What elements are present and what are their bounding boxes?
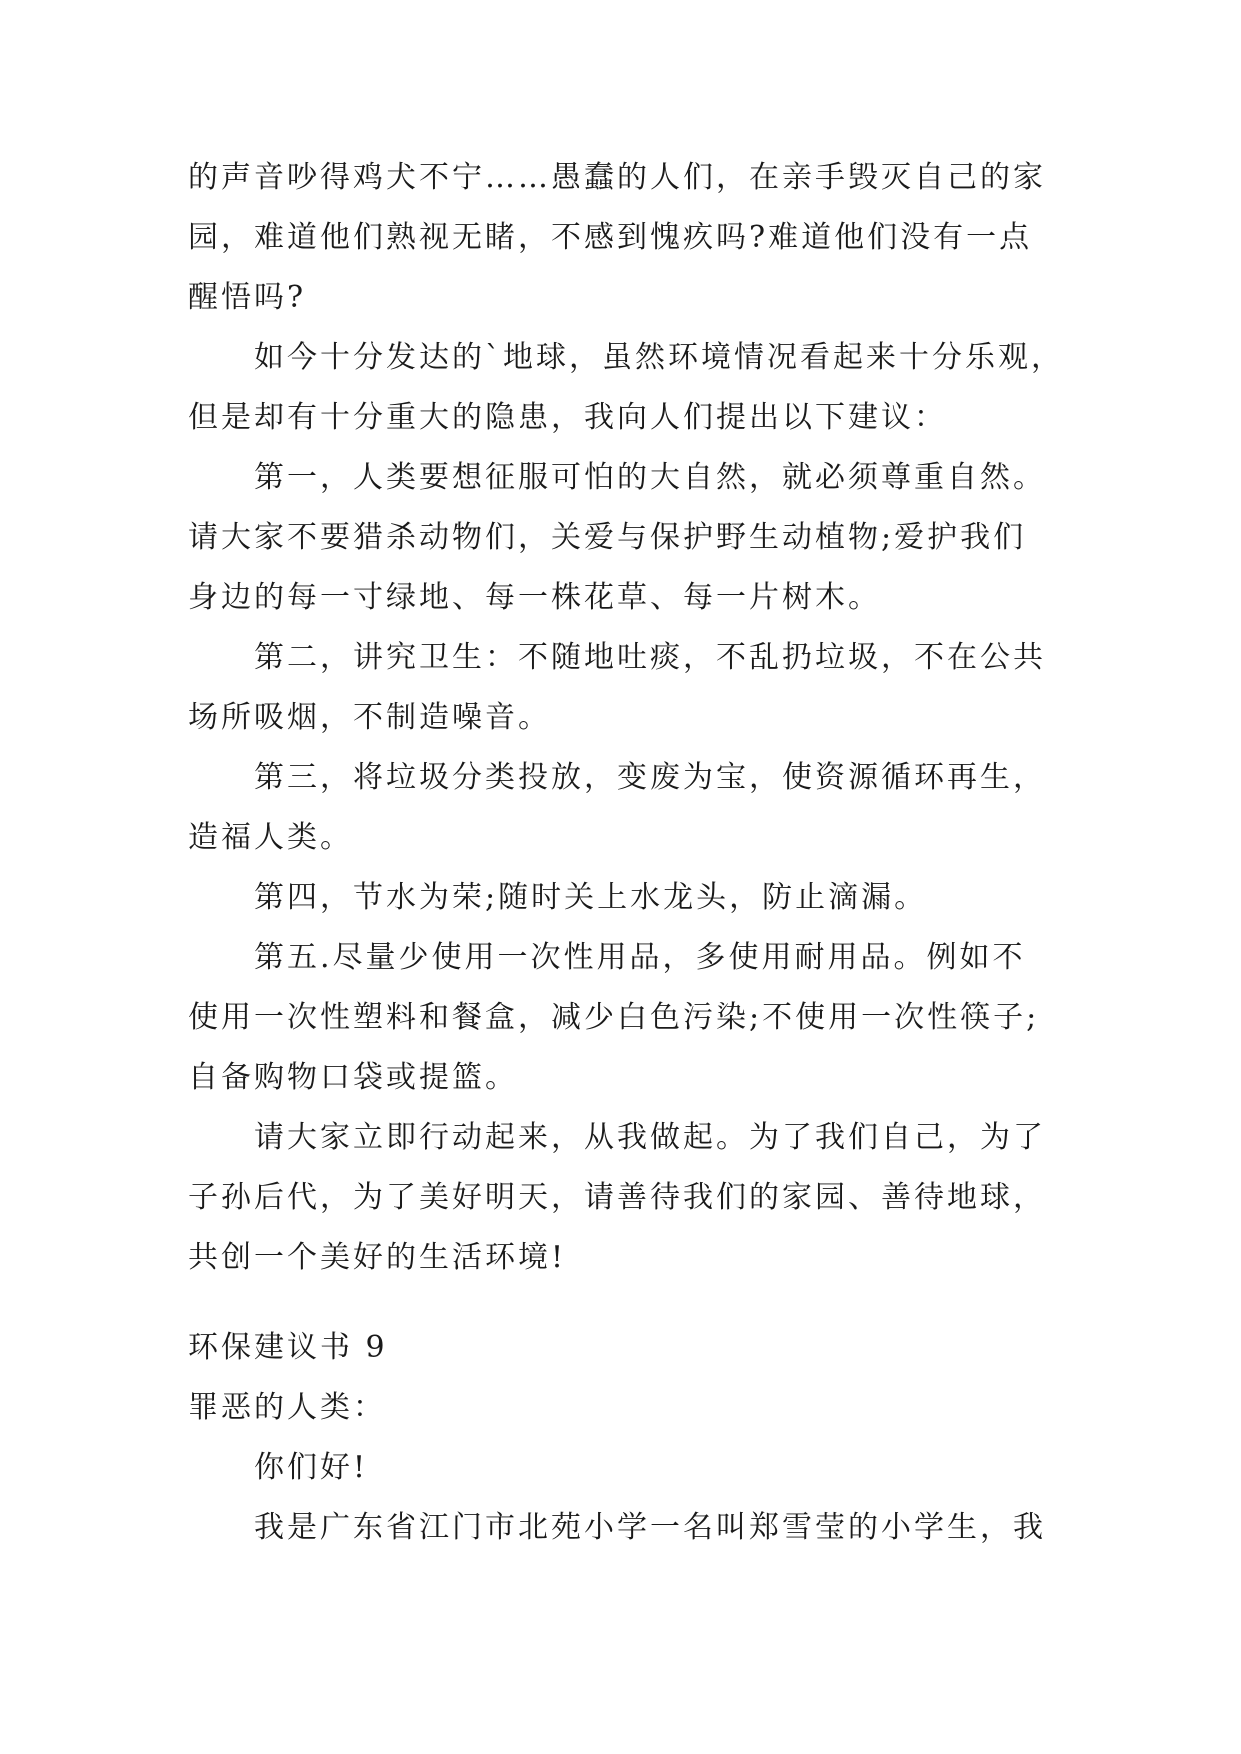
text-line: 如今十分发达的`地球，虽然环境情况看起来十分乐观， <box>254 340 1064 375</box>
text-line: 请大家立即行动起来，从我做起。为了我们自己，为了 <box>254 1120 1046 1155</box>
text-line: 自备购物口袋或提篮。 <box>188 1060 518 1095</box>
paragraph-call <box>188 1108 1058 1288</box>
suggestion-1 <box>188 448 1058 628</box>
text-line: 场所吸烟，不制造噪音。 <box>188 700 551 735</box>
text-line: 第二，讲究卫生：不随地吐痰，不乱扔垃圾，不在公共 <box>254 640 1046 675</box>
paragraph-situation <box>188 328 1064 448</box>
suggestion-3 <box>188 748 1058 868</box>
text-line: 的声音吵得鸡犬不宁……愚蠢的人们，在亲手毁灭自己的家 <box>188 160 1046 195</box>
text-line: 第五.尽量少使用一次性用品，多使用耐用品。例如不 <box>254 940 1026 975</box>
text-line: 我是广东省江门市北苑小学一名叫郑雪莹的小学生，我 <box>254 1510 1046 1545</box>
text-line: 但是却有十分重大的隐患，我向人们提出以下建议： <box>188 400 947 435</box>
text-line: 使用一次性塑料和餐盒，减少白色污染;不使用一次性筷子; <box>188 1000 1040 1035</box>
salutation: 罪恶的人类： <box>188 1390 386 1425</box>
text-line: 子孙后代，为了美好明天，请善待我们的家园、善待地球， <box>188 1180 1046 1215</box>
text-line: 第一，人类要想征服可怕的大自然，就必须尊重自然。 <box>254 460 1046 495</box>
text-line: 园，难道他们熟视无睹，不感到愧疚吗?难道他们没有一点 <box>188 220 1033 255</box>
suggestion-2 <box>188 628 1058 748</box>
paragraph-next <box>188 1498 1058 1558</box>
text-line: 共创一个美好的生活环境! <box>188 1240 567 1275</box>
text-line: 第四，节水为荣;随时关上水龙头，防止滴漏。 <box>254 880 928 915</box>
text-line: 醒悟吗? <box>188 280 307 315</box>
greeting: 你们好! <box>254 1450 369 1485</box>
section-title: 环保建议书 9 <box>188 1330 388 1365</box>
suggestion-5 <box>188 928 1058 1108</box>
paragraph-intro <box>188 148 1058 328</box>
text-line: 第三，将垃圾分类投放，变废为宝，使资源循环再生， <box>254 760 1046 795</box>
text-line: 造福人类。 <box>188 820 353 855</box>
text-line: 请大家不要猎杀动物们，关爱与保护野生动植物;爱护我们 <box>188 520 1027 555</box>
text-line: 身边的每一寸绿地、每一株花草、每一片树木。 <box>188 580 881 615</box>
suggestion-4 <box>188 868 1058 928</box>
